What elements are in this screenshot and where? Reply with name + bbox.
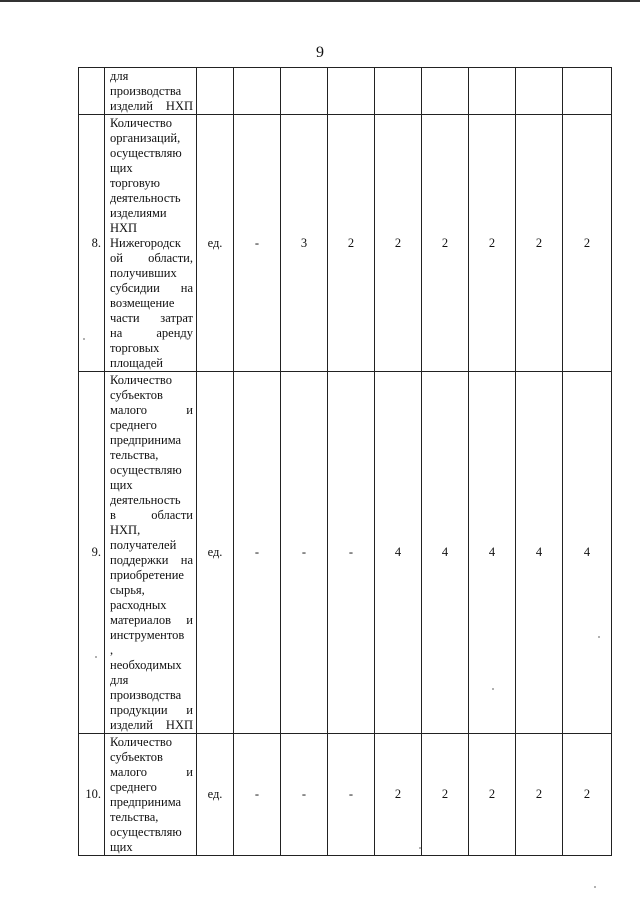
indicator-name-line: Количество [110, 735, 172, 749]
value-cell: 2 [563, 115, 612, 372]
indicator-name-line: ой области, [110, 251, 193, 265]
indicator-name-line: сырья, [110, 583, 145, 597]
value-cell: 2 [516, 115, 563, 372]
value-cell: 2 [563, 734, 612, 856]
scan-speck [419, 847, 421, 849]
value-cell: 2 [328, 115, 375, 372]
indicator-name-line: производства [110, 84, 182, 98]
value-cell: 3 [281, 115, 328, 372]
indicator-name-line: необходимых [110, 658, 182, 672]
scan-speck [83, 338, 85, 340]
indicator-name-line: расходных [110, 598, 167, 612]
indicator-name-line: малого и [110, 403, 193, 417]
indicator-name-line: производства [110, 688, 182, 702]
indicator-name-line: тельства, [110, 448, 159, 462]
value-cell: 4 [516, 372, 563, 734]
indicator-name-line: предпринима [110, 433, 182, 447]
indicator-name-line: среднего [110, 418, 157, 432]
value-cell: - [328, 372, 375, 734]
indicator-name-line: получивших [110, 266, 177, 280]
table-row [79, 734, 612, 856]
scan-top-edge [0, 0, 640, 2]
indicator-name-line: НХП, [110, 523, 141, 537]
value-cell: - [234, 372, 281, 734]
scan-speck [95, 656, 97, 658]
indicator-name-line: деятельность [110, 191, 181, 205]
value-cell: 4 [422, 372, 469, 734]
row-number: 8. [79, 115, 105, 372]
value-cell: 4 [375, 372, 422, 734]
indicator-name [105, 734, 197, 856]
indicator-name-line: инструментов [110, 628, 185, 642]
value-cell: 2 [422, 734, 469, 856]
indicator-name-line: щих [110, 161, 133, 175]
indicators-table [78, 67, 612, 856]
value-cell: 2 [469, 734, 516, 856]
indicator-name [105, 68, 197, 115]
indicator-name-line: малого и [110, 765, 193, 779]
value-cell: 2 [469, 115, 516, 372]
indicator-name-line: изделиями [110, 206, 167, 220]
indicator-name-line: приобретение [110, 568, 184, 582]
row-number: 10. [79, 734, 105, 856]
indicator-name-line: тельства, [110, 810, 159, 824]
indicator-name-line: осуществляю [110, 463, 182, 477]
indicator-name-line: щих [110, 478, 133, 492]
scan-speck [594, 886, 596, 888]
indicator-name-line: , [110, 643, 114, 657]
indicator-name-line: продукции и [110, 703, 193, 717]
indicator-name-line: Количество [110, 116, 172, 130]
indicator-name-line: площадей [110, 356, 163, 370]
value-cell: - [281, 372, 328, 734]
value-cell [516, 68, 563, 115]
row-number [79, 68, 105, 115]
value-cell: 4 [563, 372, 612, 734]
indicator-name-line: поддержки на [110, 553, 193, 567]
value-cell [469, 68, 516, 115]
scan-speck [492, 688, 494, 690]
value-cell: - [234, 115, 281, 372]
value-cell: 2 [516, 734, 563, 856]
unit-cell: ед. [197, 734, 234, 856]
indicator-name-line: НХП [110, 221, 138, 235]
value-cell [422, 68, 469, 115]
indicator-name-line: для [110, 69, 129, 83]
indicator-name-line: Количество [110, 373, 172, 387]
indicator-name-line: для [110, 673, 129, 687]
indicator-name-line: осуществляю [110, 825, 182, 839]
indicator-name-line: возмещение [110, 296, 175, 310]
value-cell [563, 68, 612, 115]
table-row [79, 115, 612, 372]
value-cell [375, 68, 422, 115]
indicator-name-line: деятельность [110, 493, 181, 507]
value-cell: - [234, 734, 281, 856]
table-row [79, 372, 612, 734]
indicator-name-line: в области [110, 508, 193, 522]
value-cell: - [328, 734, 375, 856]
indicator-name-line: торговых [110, 341, 160, 355]
indicator-name-line: субсидии на [110, 281, 193, 295]
unit-cell: ед. [197, 372, 234, 734]
value-cell: 2 [422, 115, 469, 372]
unit-cell [197, 68, 234, 115]
indicator-name-line: торговую [110, 176, 160, 190]
table-row [79, 68, 612, 115]
indicator-name-line: субъектов [110, 388, 163, 402]
indicator-name-line: изделий НХП [110, 99, 193, 113]
value-cell: - [281, 734, 328, 856]
indicator-name [105, 115, 197, 372]
indicator-name-line: Нижегородск [110, 236, 181, 250]
indicator-name-line: осуществляю [110, 146, 182, 160]
indicator-name-line: предпринима [110, 795, 182, 809]
unit-cell: ед. [197, 115, 234, 372]
indicator-name-line: материалов и [110, 613, 193, 627]
indicator-name-line: получателей [110, 538, 177, 552]
row-number: 9. [79, 372, 105, 734]
value-cell [281, 68, 328, 115]
value-cell: 2 [375, 734, 422, 856]
indicator-name-line: среднего [110, 780, 157, 794]
indicator-name-line: на аренду [110, 326, 193, 340]
indicator-name-line: щих [110, 840, 133, 854]
indicator-name-line: организаций, [110, 131, 181, 145]
value-cell: 2 [375, 115, 422, 372]
indicator-name-line: изделий НХП [110, 718, 193, 732]
value-cell [328, 68, 375, 115]
indicator-name-line: части затрат [110, 311, 193, 325]
value-cell: 4 [469, 372, 516, 734]
indicator-name-line: субъектов [110, 750, 163, 764]
indicator-name [105, 372, 197, 734]
value-cell [234, 68, 281, 115]
page-number: 9 [316, 44, 324, 61]
scan-speck [598, 636, 600, 638]
